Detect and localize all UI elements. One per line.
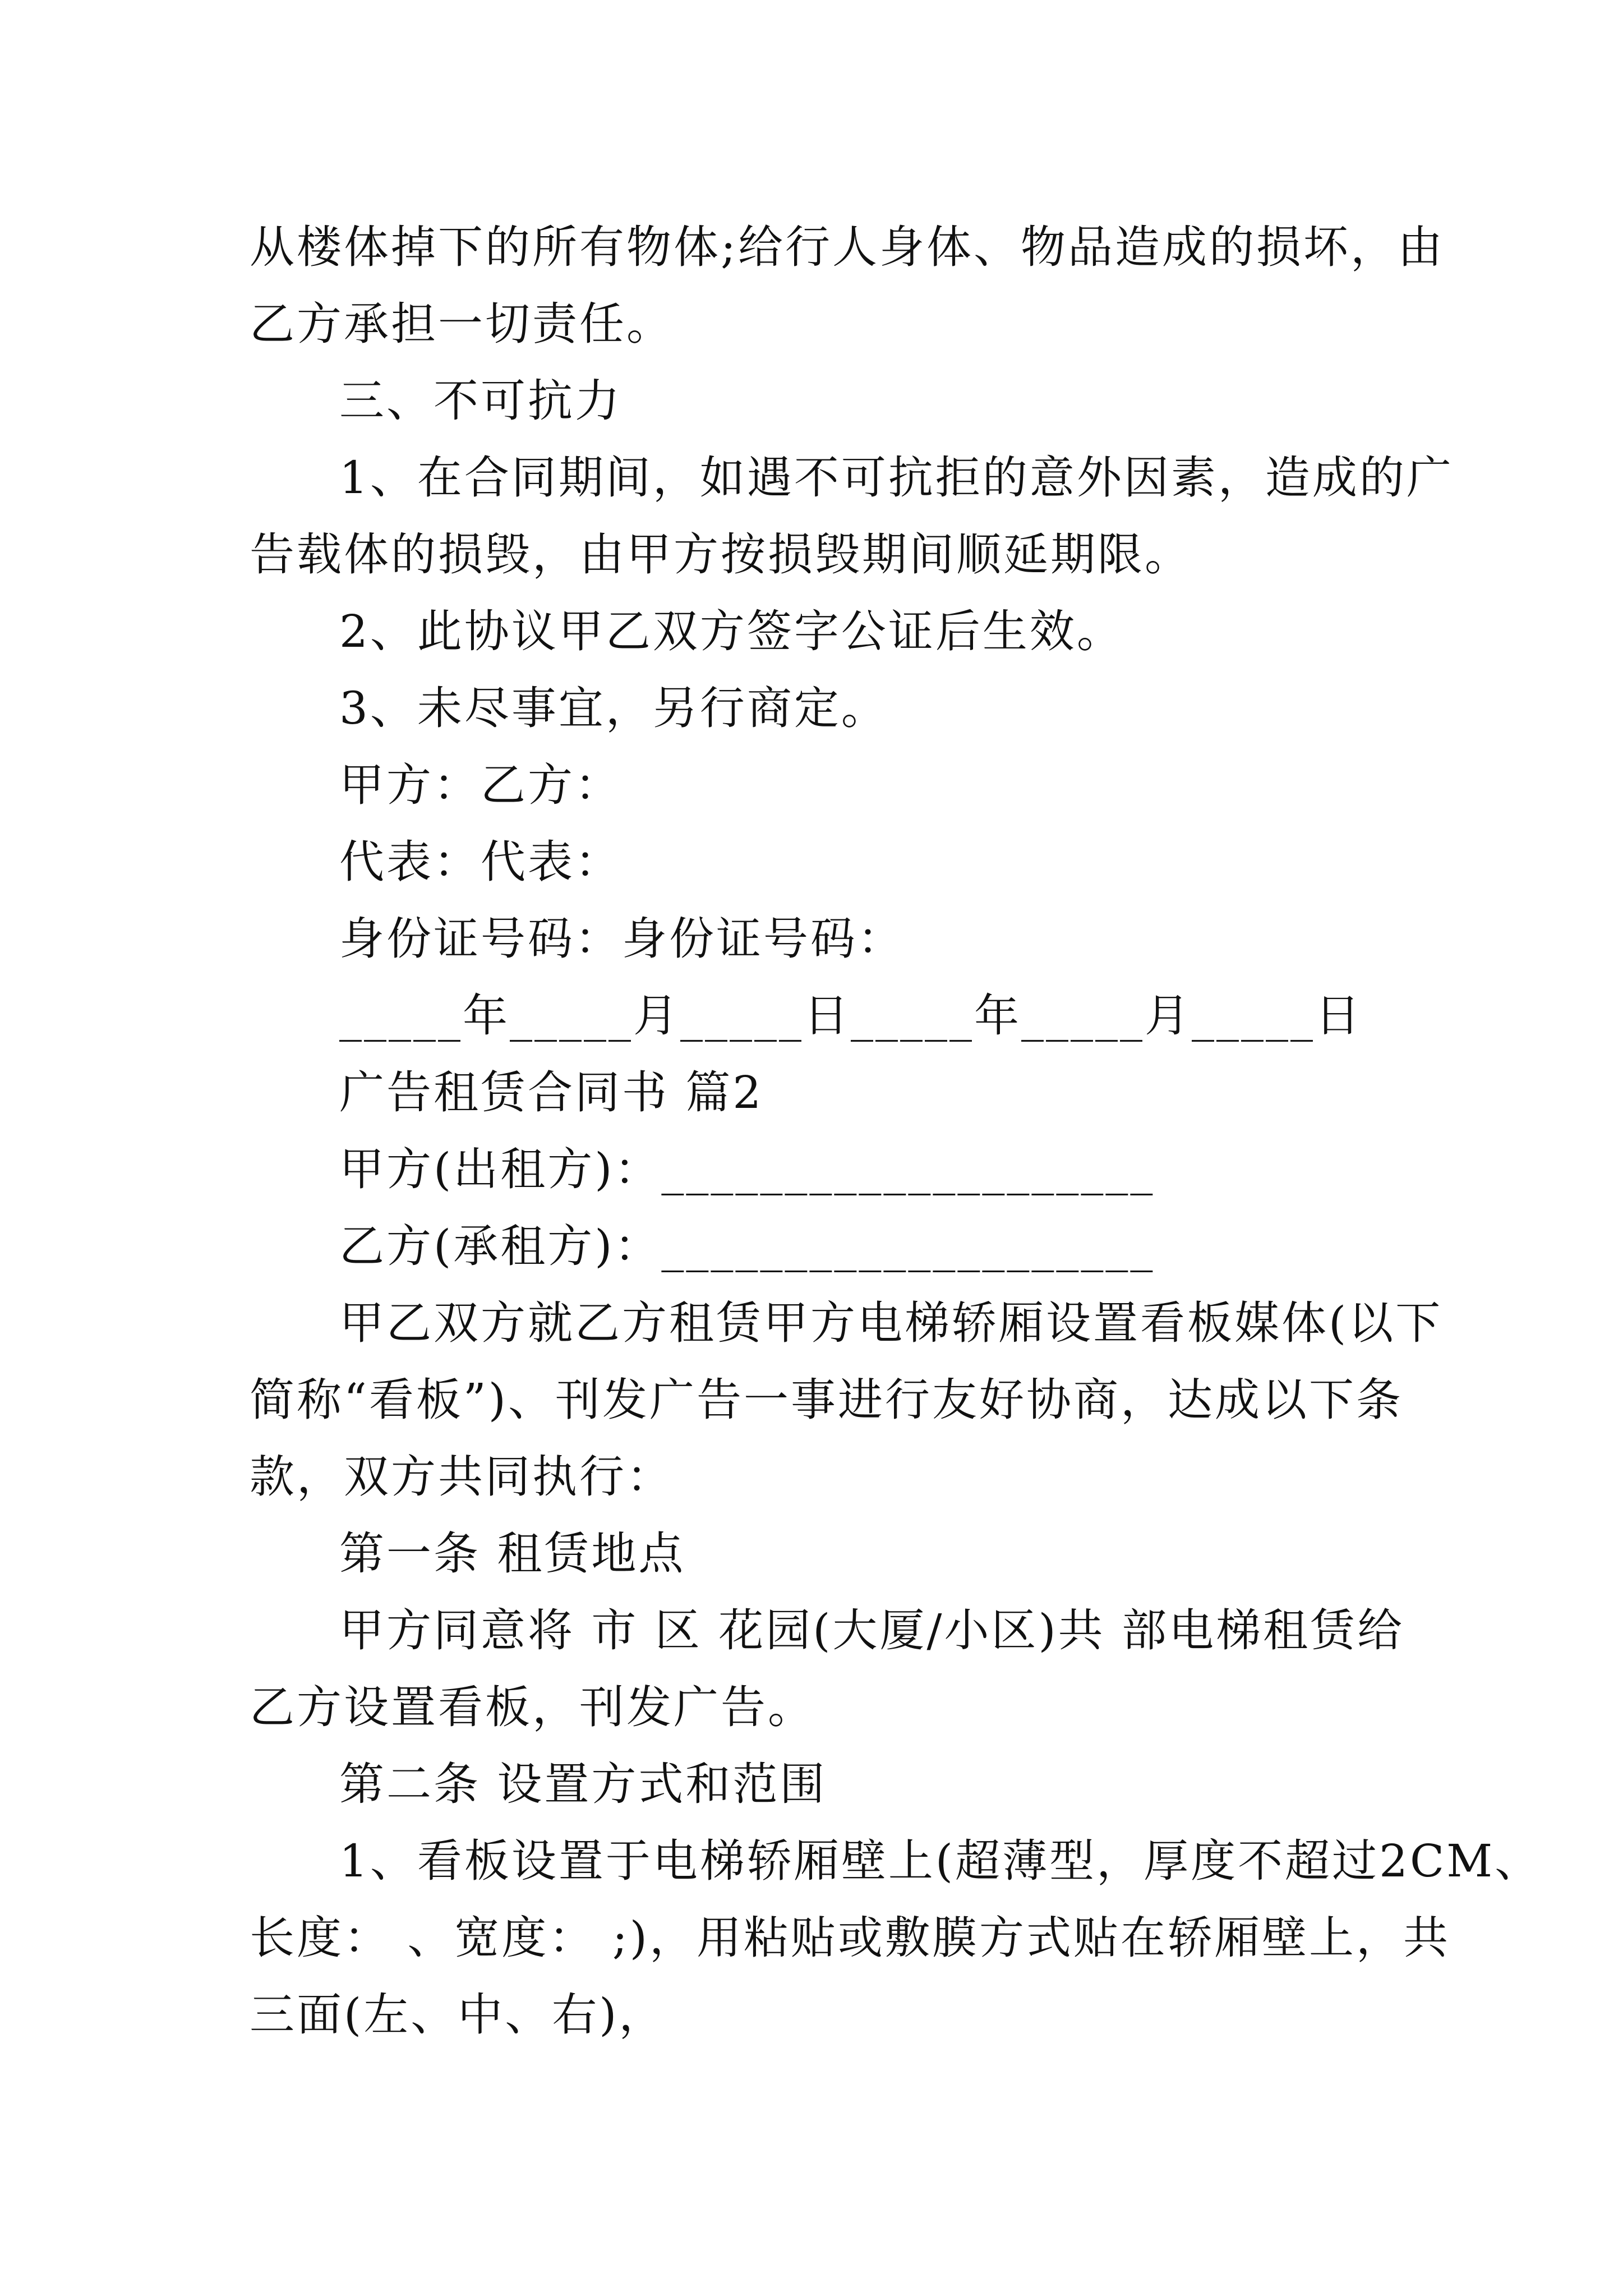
text-line: 1、看板设置于电梯轿厢壁上(超薄型，厚度不超过2CM、 [339, 1835, 1542, 1887]
text-line: 告载体的损毁，由甲方按损毁期间顺延期限。 [250, 528, 1192, 581]
text-line: 1、在合同期间，如遇不可抗拒的意外因素，造成的广 [339, 452, 1454, 504]
text-line: 乙方承担一切责任。 [250, 298, 674, 350]
text-line: 乙方设置看板，刊发广告。 [250, 1681, 815, 1733]
text-line: 第二条 设置方式和范围 [339, 1758, 827, 1810]
text-line: 代表：代表： [339, 836, 622, 888]
text-line: 三面(左、中、右)， [250, 1989, 666, 2041]
text-line: _____年_____月_____日_____年_____月_____日 [339, 990, 1362, 1042]
text-line: 长度： 、宽度： ;)，用粘贴或敷膜方式贴在轿厢壁上，共 [250, 1912, 1451, 1964]
text-lines [250, 209, 1542, 2053]
text-line: 甲方同意将 市 区 花园(大厦/小区)共 部电梯租赁给 [339, 1604, 1405, 1657]
text-line: 甲乙双方就乙方租赁甲方电梯轿厢设置看板媒体(以下 [339, 1297, 1443, 1349]
text-line: 款，双方共同执行： [250, 1451, 674, 1503]
text-line: 三、不可抗力 [339, 375, 622, 427]
text-line: 3、未尽事宜，另行商定。 [339, 682, 888, 734]
text-line: 从楼体掉下的所有物体;给行人身体、物品造成的损坏，由 [250, 221, 1445, 273]
text-line: 乙方(承租方)：____________________ [339, 1220, 1155, 1272]
text-line: 甲方(出租方)：____________________ [339, 1143, 1155, 1195]
text-line: 简称“看板”)、刊发广告一事进行友好协商，达成以下条 [250, 1374, 1404, 1426]
text-line: 广告租赁合同书 篇2 [339, 1066, 764, 1119]
text-line: 甲方：乙方： [339, 759, 622, 811]
text-line: 2、此协议甲乙双方签字公证后生效。 [339, 605, 1124, 657]
text-line: 身份证号码：身份证号码： [339, 913, 905, 965]
text-line: 第一条 租赁地点 [339, 1527, 686, 1580]
